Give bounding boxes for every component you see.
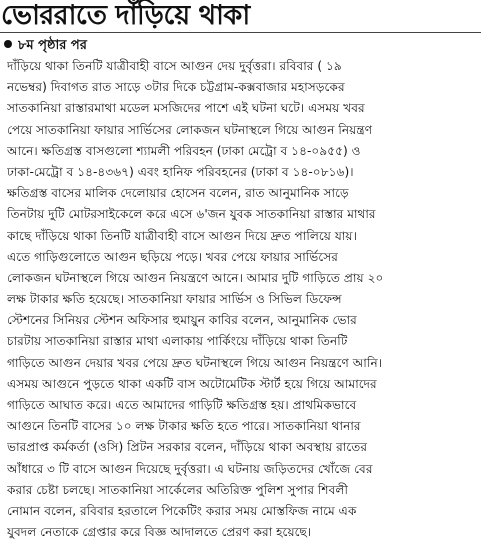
article-line: গাড়িতে আগুন দেয়ার খবর পেয়ে দ্রুত ঘটনাস্থলে গিয়ে আগুন নিয়ন্ত্রণে আনি। [7, 355, 383, 370]
article-line: ভারপ্রাপ্ত কর্মকর্তা (ওসি) প্রিটন সরকার বলেন, দাঁড়িয়ে থাকা অবস্থায় রাতের [7, 440, 368, 455]
article-line: চারটায় সাতকানিয়া রাস্তার মাথা এলাকায় পার্কিংয়ে দাঁড়িয়ে থাকা তিনটি [7, 334, 348, 349]
article-line: দাঁড়িয়ে থাকা তিনটি যাত্রীবাহী বাসে আগুন দেয় দুর্বৃত্তরা। রবিবার ( ১৯ [7, 59, 342, 73]
article-line: করার চেষ্টা চলছে। সাতকানিয়া সার্কেলের অতিরিক্ত পুলিশ সুপার শিবলী [7, 482, 348, 497]
article-line: কাছে দাঁড়িয়ে থাকা তিনটি যাত্রীবাহী বাসে আগুন দিয়ে দ্রুত পালিয়ে যায়। [7, 228, 357, 243]
headline: ভোররাতে দাঁড়িয়ে থাকা [1, 0, 250, 31]
headline-divider [0, 32, 481, 33]
article-line: যুবদল নেতাকে গ্রেপ্তার করে বিজ্ঞ আদালতে প্রেরণ করা হয়েছে। [7, 525, 312, 540]
bullet-icon [4, 40, 12, 48]
continued-from-text: ৮ম পৃষ্ঠার পর [18, 38, 87, 53]
article-line: স্টেশনের সিনিয়র স্টেশন অফিসার হুমায়ুন কাবির বলেন, আনুমানিক ভোর [7, 313, 357, 328]
article-line: নোমান বলেন, রবিবার হরতালে পিকেটিং করার সময় মোস্তফিজ নামে এক [7, 503, 357, 518]
article-line: এসময় আগুনে পুড়তে থাকা একটি বাস অটোমেটিক স্টার্ট হয়ে গিয়ে আমাদের [7, 376, 377, 391]
article-line: লোকজন ঘটনাস্থলে গিয়ে আগুন নিয়ন্ত্রণে আনে। আমার দুটি গাড়িতে প্রায় ২০ [7, 270, 384, 285]
article-line: ঢাকা-মেট্রো ব ১৪-৪৩৬৭) এবং হানিফ পরিবহনের (ঢাকা ব ১৪-০৮১৬)। [7, 164, 354, 179]
article-line: লক্ষ টাকার ক্ষতি হয়েছে। সাতকানিয়া ফায়ার সার্ভিস ও সিভিল ডিফেন্স [7, 292, 342, 307]
article-line: সাতকানিয়া রাস্তারমাথা মডেল মসজিদের পাশে এই ঘটনা ঘটে। এসময় খবর [7, 101, 365, 116]
article-line: আগুনে তিনটি বাসের ১০ লক্ষ টাকার ক্ষতি হতে পারে। সাতকানিয়া থানার [7, 419, 361, 434]
article-line: তিনটায় দুটি মোটরসাইকেলে করে এসে ৬'জন যুবক সাতকানিয়া রাস্তার মাথার [7, 207, 376, 222]
continued-from-label [4, 37, 87, 55]
article-line: আঁধারে ৩ টি বাসে আগুন দিয়েছে দুর্বৃত্তরা। এ ঘটনায় জড়িতদের খোঁজে বের [7, 461, 373, 476]
article-line: আনে। ক্ষতিগ্রস্ত বাসগুলো শ্যামলী পরিবহন (ঢাকা মেট্রো ব ১৪-০৯৫৫) ও [7, 143, 361, 158]
article-line: গাড়িতে আঘাত করে। এতে আমাদের গাড়িটি ক্ষতিগ্রস্ত হয়। প্রাথমিকভাবে [7, 398, 357, 412]
article-body [7, 56, 477, 543]
article-line: নভেম্বর) দিবাগত রাত সাড়ে ৩টার দিকে চট্টগ্রাম-কক্সবাজার মহাসড়কের [7, 80, 345, 95]
article-line: এতে গাড়িগুলোতে আগুন ছড়িয়ে পড়ে। খবর পেয়ে ফায়ার সার্ভিসের [7, 249, 339, 264]
article-line: পেয়ে সাতকানিয়া ফায়ার সার্ভিসের লোকজন ঘটনাস্থলে গিয়ে আগুন নিয়ন্ত্রণ [7, 122, 373, 137]
article-line: ক্ষতিগ্রস্ত বাসের মালিক দেলোয়ার হোসেন বলেন, রাত আনুমানিক সাড়ে [7, 186, 349, 201]
